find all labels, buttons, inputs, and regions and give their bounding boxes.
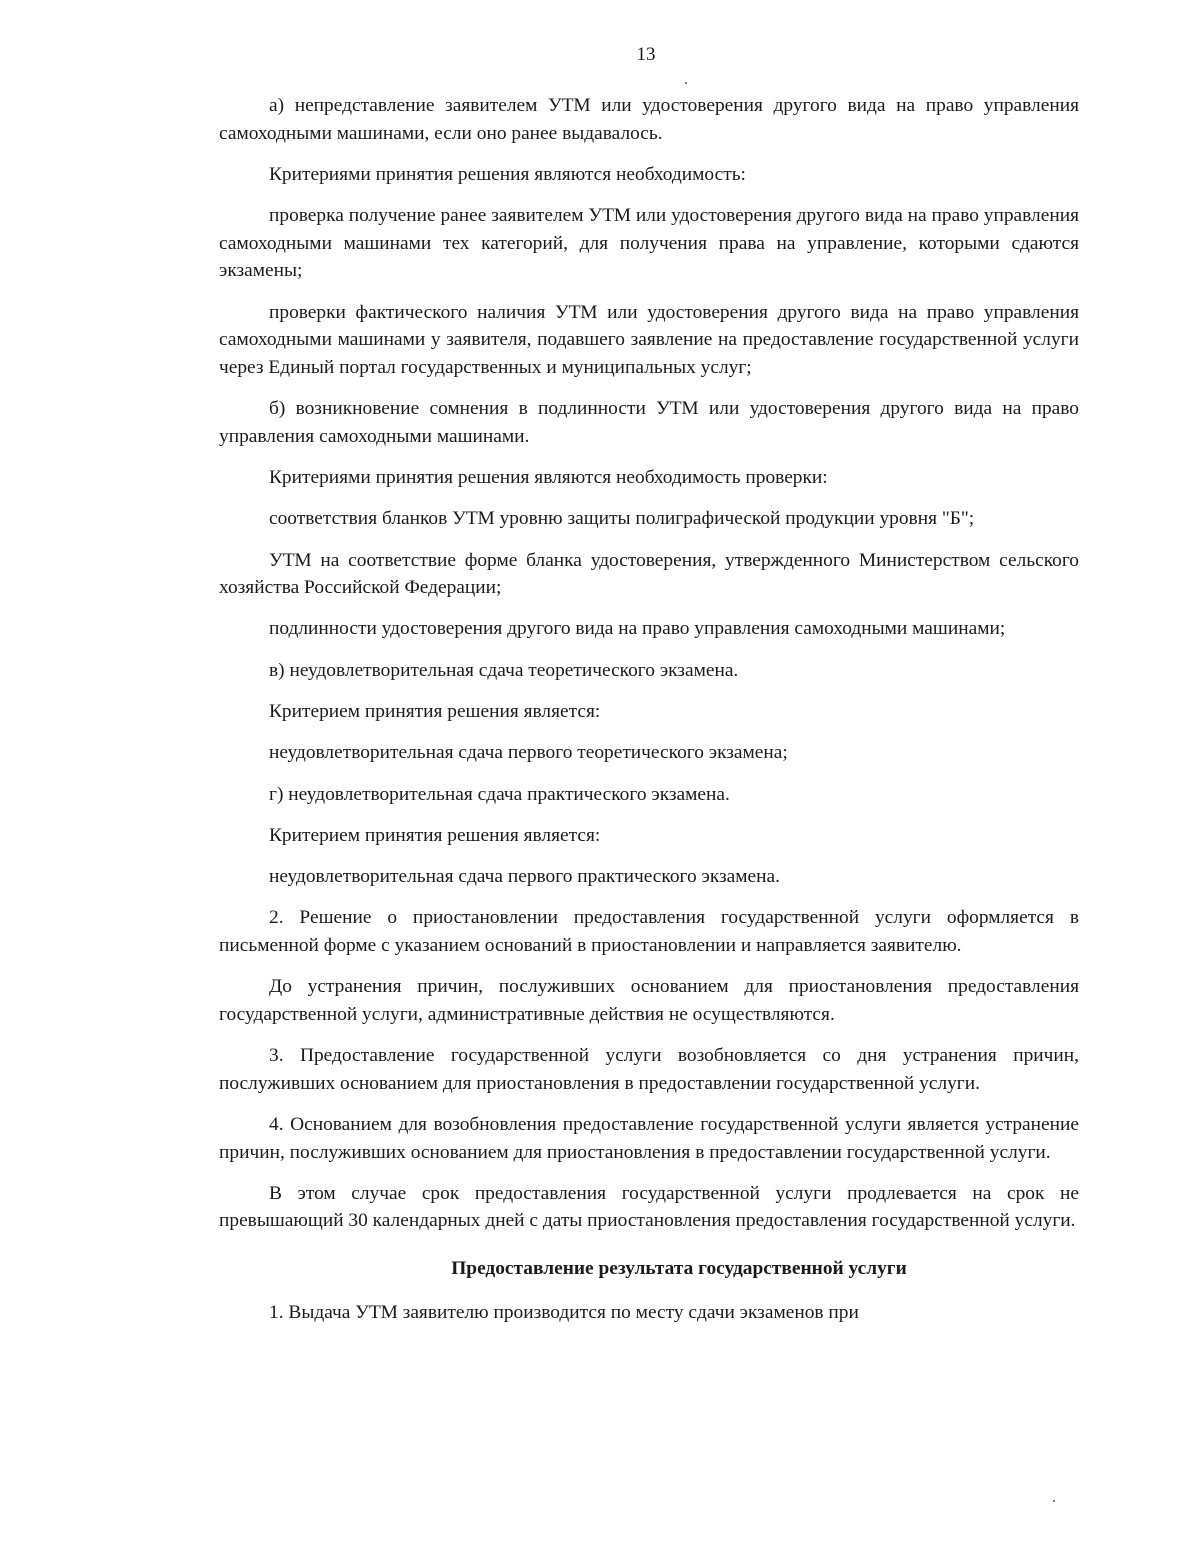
scan-speck xyxy=(685,82,687,84)
paragraph: До устранения причин, послуживших основанием для приостановления предоставления государственной услуги, административные действия не осуществляются. xyxy=(219,976,1079,1025)
paragraph: Критериями принятия решения являются необходимость: xyxy=(269,163,746,185)
paragraph: соответствия бланков УТМ уровню защиты полиграфической продукции уровня "Б"; xyxy=(269,508,975,530)
paragraph: неудовлетворительная сдача первого теоретического экзамена; xyxy=(269,742,788,764)
paragraph: 4. Основанием для возобновления предоставление государственной услуги является устранение причин, послуживших основанием для приостановления в предоставлении государственной услуги. xyxy=(219,1114,1079,1163)
paragraph: В этом случае срок предоставления государственной услуги продлевается на срок не превышающий 30 календарных дней с даты приостановления предоставления государственной услуги. xyxy=(219,1182,1079,1232)
page-number: 13 xyxy=(636,44,656,65)
paragraph: 1. Выдача УТМ заявителю производится по месту сдачи экзаменов при xyxy=(269,1301,859,1323)
paragraph: в) неудовлетворительная сдача теоретического экзамена. xyxy=(269,659,739,681)
paragraph: проверка получение ранее заявителем УТМ или удостоверения другого вида на право управления самоходными машинами тех категорий, для получения права на управление, которыми сдаются экзамены; xyxy=(219,205,1079,282)
paragraph: б) возникновение сомнения в подлинности УТМ или удостоверения другого вида на право управления самоходными машинами. xyxy=(219,398,1079,447)
paragraph: УТМ на соответствие форме бланка удостоверения, утвержденного Министерством сельского хозяйства Российской Федерации; xyxy=(219,549,1079,599)
paragraph: г) неудовлетворительная сдача практического экзамена. xyxy=(269,783,730,805)
document-body xyxy=(219,92,1079,1340)
paragraph: Критериями принятия решения являются необходимость проверки: xyxy=(269,466,828,488)
paragraph: Критерием принятия решения является: xyxy=(269,824,601,846)
scan-speck xyxy=(1053,1500,1055,1502)
paragraph: неудовлетворительная сдача первого практического экзамена. xyxy=(269,866,780,888)
paragraph: 3. Предоставление государственной услуги возобновляется со дня устранения причин, послуживших основанием для приостановления в предоставлении государственной услуги. xyxy=(219,1045,1079,1094)
paragraph: а) непредставление заявителем УТМ или удостоверения другого вида на право управления самоходными машинами, если оно ранее выдавалось. xyxy=(219,95,1079,144)
paragraph: подлинности удостоверения другого вида на право управления самоходными машинами; xyxy=(269,618,1006,640)
paragraph: 2. Решение о приостановлении предоставления государственной услуги оформляется в письменной форме с указанием оснований в приостановлении и направляется заявителю. xyxy=(219,907,1079,956)
paragraph: Критерием принятия решения является: xyxy=(269,700,601,722)
paragraph: проверки фактического наличия УТМ или удостоверения другого вида на право управления самоходными машинами у заявителя, подавшего заявление на предоставление государственной услуги через Единый портал государственных и муниципальных услуг; xyxy=(219,301,1079,378)
section-heading: Предоставление результата государственной услуги xyxy=(451,1258,907,1280)
